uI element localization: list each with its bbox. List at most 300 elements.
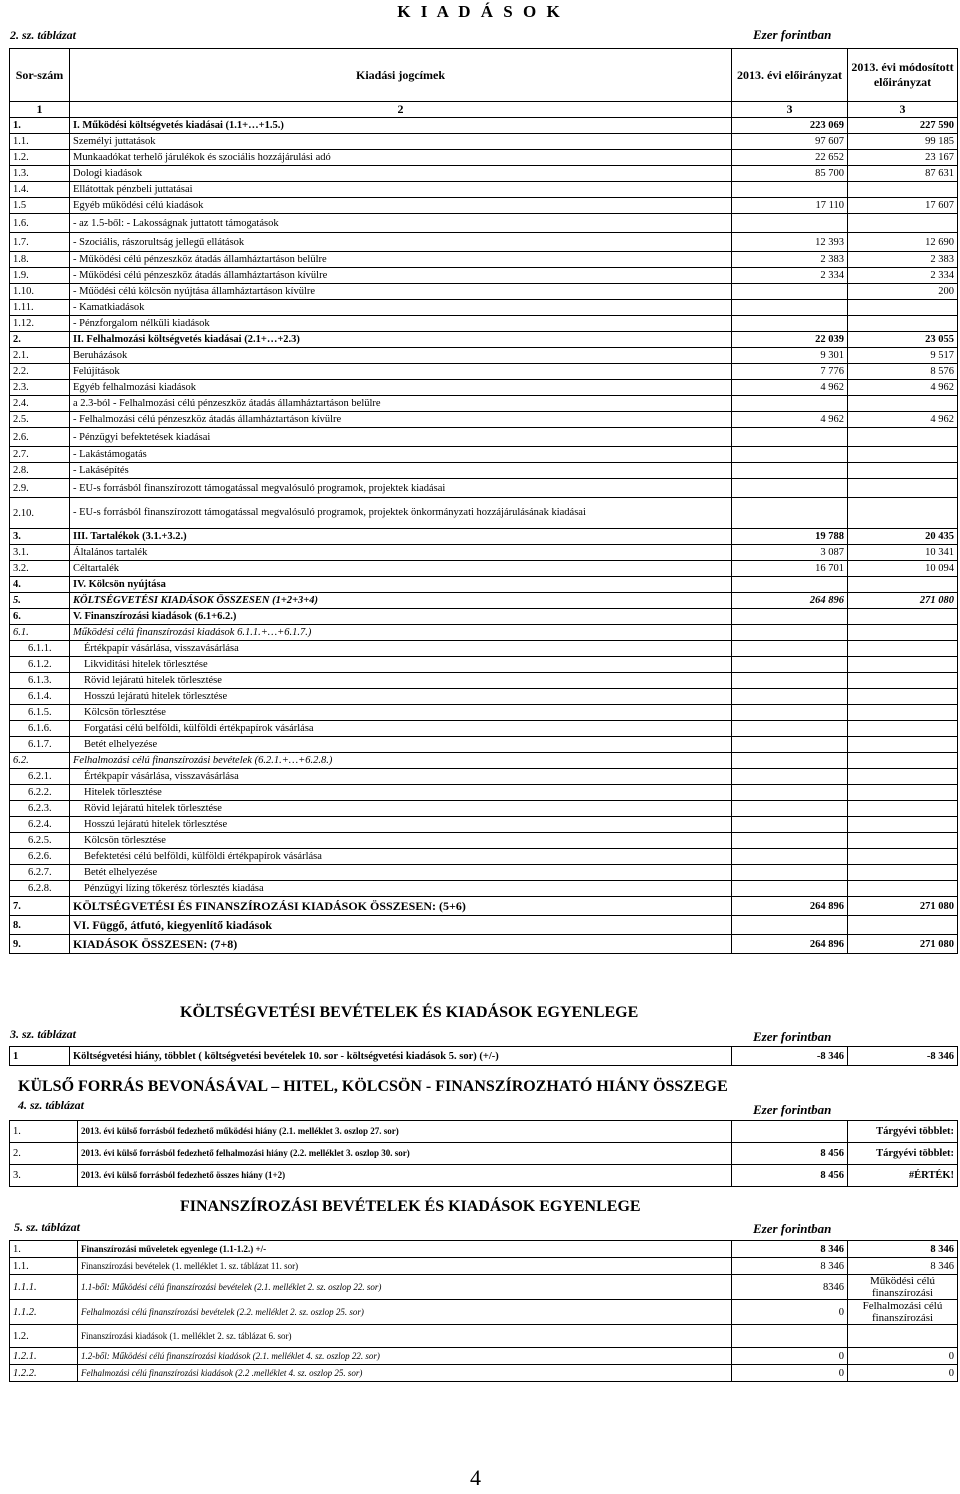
table-cell <box>848 833 958 849</box>
table-cell: 1.1. <box>10 1258 78 1275</box>
table-cell <box>848 689 958 705</box>
table-cell <box>732 865 848 881</box>
table-cell: Általános tartalék <box>70 545 732 561</box>
table-cell: - EU-s forrásból finanszírozott támogatással megvalósuló programok, projektek önkormányzati hozzájárulásának kiadásai <box>70 498 732 529</box>
table-cell: 1.2.1. <box>10 1348 78 1365</box>
table-cell: 2 383 <box>732 252 848 268</box>
table-cell: 8 346 <box>732 1258 848 1275</box>
table-cell: 2.4. <box>10 396 70 412</box>
balance-table <box>9 1046 958 1066</box>
table-cell: 3 087 <box>732 545 848 561</box>
table-row <box>10 1348 958 1365</box>
table-cell: 6.2.2. <box>10 785 70 801</box>
table5-label: 5. sz. táblázat <box>14 1220 81 1234</box>
table-cell: Felhalmozási célú finanszírozási <box>848 1300 958 1325</box>
table-cell <box>848 396 958 412</box>
table-cell <box>848 300 958 316</box>
table-row <box>10 897 958 916</box>
table-cell: 22 652 <box>732 150 848 166</box>
table-cell: Betét elhelyezése <box>70 865 732 881</box>
table-cell <box>732 689 848 705</box>
table-cell: Céltartalék <box>70 561 732 577</box>
table-row <box>10 593 958 609</box>
table-cell <box>732 721 848 737</box>
table-cell <box>732 479 848 498</box>
table-cell: IV. Kölcsön nyújtása <box>70 577 732 593</box>
table-cell: Felhalmozási célú finanszírozási bevételek (2.2. melléklet 2. sz. oszlop 25. sor) <box>78 1300 732 1325</box>
table-cell <box>848 625 958 641</box>
table-row <box>10 300 958 316</box>
table-cell <box>732 300 848 316</box>
table-cell: 2. <box>10 1143 78 1165</box>
table-row <box>10 1365 958 1382</box>
table-cell <box>848 801 958 817</box>
table-cell <box>848 479 958 498</box>
colnum: 3 <box>848 102 958 118</box>
table-row <box>10 833 958 849</box>
table-row <box>10 689 958 705</box>
table-cell: 8 576 <box>848 364 958 380</box>
table-cell <box>732 705 848 721</box>
table-cell: 23 055 <box>848 332 958 348</box>
table-cell: 2.3. <box>10 380 70 396</box>
table-cell: 19 788 <box>732 529 848 545</box>
table-cell: Befektetési célú belföldi, külföldi értékpapírok vásárlása <box>70 849 732 865</box>
table-cell <box>732 316 848 332</box>
table-row <box>10 753 958 769</box>
table-cell: Rövid lejáratú hitelek törlesztése <box>70 801 732 817</box>
table-row <box>10 1300 958 1325</box>
table-cell: 264 896 <box>732 935 848 954</box>
table-cell: 6.2.8. <box>10 881 70 897</box>
table-row <box>10 284 958 300</box>
table-cell: 22 039 <box>732 332 848 348</box>
table-cell <box>848 916 958 935</box>
table-cell: 6.1.3. <box>10 673 70 689</box>
table-cell: 6.2.7. <box>10 865 70 881</box>
table-cell: - az 1.5-ből: - Lakosságnak juttatott támogatások <box>70 214 732 233</box>
table-cell: 1. <box>10 118 70 134</box>
table-cell: 1.6. <box>10 214 70 233</box>
colnum: 3 <box>732 102 848 118</box>
table4-label: 4. sz. táblázat <box>18 1098 85 1112</box>
table-cell <box>732 463 848 479</box>
table-cell: Kölcsön törlesztése <box>70 833 732 849</box>
table-cell: 1.2.2. <box>10 1365 78 1382</box>
table-cell: 271 080 <box>848 897 958 916</box>
table-cell: 1.12. <box>10 316 70 332</box>
table-cell: 97 607 <box>732 134 848 150</box>
table-cell: Dologi kiadások <box>70 166 732 182</box>
table-cell: 2.9. <box>10 479 70 498</box>
table-cell: 7 776 <box>732 364 848 380</box>
table-cell: 4 962 <box>732 412 848 428</box>
table-cell: Kölcsön törlesztése <box>70 705 732 721</box>
table-cell <box>848 753 958 769</box>
table-cell: Munkaadókat terhelő járulékok és szociális hozzájárulási adó <box>70 150 732 166</box>
table-cell <box>848 769 958 785</box>
table-cell: 6.1.5. <box>10 705 70 721</box>
table2-label: 2. sz. táblázat <box>10 28 77 42</box>
table-row <box>10 150 958 166</box>
table-cell: VI. Függő, átfutó, kiegyenlítő kiadások <box>70 916 732 935</box>
table-cell: 20 435 <box>848 529 958 545</box>
table-cell: Forgatási célú belföldi, külföldi értékpapírok vásárlása <box>70 721 732 737</box>
table-cell: 10 094 <box>848 561 958 577</box>
table-cell: 1.1-ből: Működési célú finanszírozási bevételek (2.1. melléklet 2. sz. oszlop 22. sor) <box>78 1275 732 1300</box>
table-cell: 271 080 <box>848 935 958 954</box>
table-cell: I. Működési költségvetés kiadásai (1.1+…+1.5.) <box>70 118 732 134</box>
table-cell <box>732 753 848 769</box>
table-cell: #ÉRTÉK! <box>848 1165 958 1187</box>
table-cell: 1.2-ből: Működési célú finanszírozási kiadások (2.1. melléklet 4. sz. oszlop 22. sor) <box>78 1348 732 1365</box>
table-cell: Finanszírozási kiadások (1. melléklet 2. sz. táblázat 6. sor) <box>78 1325 732 1348</box>
table-cell: 8 346 <box>848 1241 958 1258</box>
table-cell: - Pénzforgalom nélküli kiadások <box>70 316 732 332</box>
table-cell: -8 346 <box>732 1047 848 1066</box>
table-row <box>10 609 958 625</box>
table-cell <box>732 396 848 412</box>
table5-unit: Ezer forintban <box>753 1221 832 1236</box>
table-cell: 1.5 <box>10 198 70 214</box>
table-cell: Felhalmozási célú finanszírozási kiadások (2.2 .melléklet 4. sz. oszlop 25. sor) <box>78 1365 732 1382</box>
table-cell <box>732 498 848 529</box>
table-cell <box>848 737 958 753</box>
table-row <box>10 1275 958 1300</box>
table-cell: - Pénzügyi befektetések kiadásai <box>70 428 732 447</box>
table-cell: 2.2. <box>10 364 70 380</box>
table-cell: 2 334 <box>732 268 848 284</box>
table-cell: 1.2. <box>10 150 70 166</box>
table-cell <box>732 916 848 935</box>
table-cell <box>732 849 848 865</box>
table-cell <box>732 881 848 897</box>
table-row <box>10 396 958 412</box>
table-cell: 6.1. <box>10 625 70 641</box>
table-cell <box>732 577 848 593</box>
table-cell <box>848 498 958 529</box>
table-cell: 6.1.2. <box>10 657 70 673</box>
table-cell <box>732 785 848 801</box>
table-cell: 1.9. <box>10 268 70 284</box>
table-cell: Beruházások <box>70 348 732 364</box>
table-cell <box>732 737 848 753</box>
table-row <box>10 380 958 396</box>
table-cell: 6.2.4. <box>10 817 70 833</box>
table-cell: Felhalmozási célú finanszírozási bevételek (6.2.1.+…+6.2.8.) <box>70 753 732 769</box>
deficit-table <box>9 1120 958 1187</box>
table-cell: Személyi juttatások <box>70 134 732 150</box>
table-cell: 7. <box>10 897 70 916</box>
table-cell <box>848 577 958 593</box>
table-cell: 1.4. <box>10 182 70 198</box>
table-cell: Ellátottak pénzbeli juttatásai <box>70 182 732 198</box>
table-cell: KÖLTSÉGVETÉSI KIADÁSOK ÖSSZESEN (1+2+3+4) <box>70 593 732 609</box>
table-row <box>10 316 958 332</box>
table-cell: 0 <box>732 1300 848 1325</box>
table-cell: - Működési célú pénzeszköz átadás államháztartáson kívülre <box>70 268 732 284</box>
table3-unit: Ezer forintban <box>753 1029 832 1044</box>
table-cell <box>848 865 958 881</box>
table-cell <box>732 833 848 849</box>
table-cell: Működési célú finanszírozási kiadások 6.1.1.+…+6.1.7.) <box>70 625 732 641</box>
table-cell: 2. <box>10 332 70 348</box>
table-row <box>10 673 958 689</box>
table-cell: Rövid lejáratú hitelek törlesztése <box>70 673 732 689</box>
table-row <box>10 801 958 817</box>
table-cell: - Működési célú pénzeszköz átadás államháztartáson belülre <box>70 252 732 268</box>
table-cell <box>732 641 848 657</box>
table-row <box>10 1121 958 1143</box>
table-cell <box>848 428 958 447</box>
table-cell: 9. <box>10 935 70 954</box>
table-cell <box>732 817 848 833</box>
table-cell: 12 393 <box>732 233 848 252</box>
table-row <box>10 428 958 447</box>
table-cell: 3. <box>10 1165 78 1187</box>
table-cell <box>732 214 848 233</box>
table-cell: 1 <box>10 1047 70 1066</box>
table-cell <box>732 1121 848 1143</box>
table-cell: 17 607 <box>848 198 958 214</box>
table-cell: 8 346 <box>848 1258 958 1275</box>
table-row <box>10 529 958 545</box>
table-cell: 6.1.4. <box>10 689 70 705</box>
colnum: 2 <box>70 102 732 118</box>
table-cell: Hosszú lejáratú hitelek törlesztése <box>70 689 732 705</box>
table-cell: 6. <box>10 609 70 625</box>
table-cell <box>848 447 958 463</box>
table-cell: Pénzügyi lízing tőkerész törlesztés kiadása <box>70 881 732 897</box>
table3-label: 3. sz. táblázat <box>10 1027 77 1041</box>
table-cell: 6.1.6. <box>10 721 70 737</box>
table-cell: 8 456 <box>732 1143 848 1165</box>
table-cell: 227 590 <box>848 118 958 134</box>
table-cell: Értékpapír vásárlása, visszavásárlása <box>70 769 732 785</box>
table-row <box>10 561 958 577</box>
table-row <box>10 479 958 498</box>
table-row <box>10 134 958 150</box>
table-row <box>10 1143 958 1165</box>
table-cell: 99 185 <box>848 134 958 150</box>
table-row <box>10 935 958 954</box>
table-cell <box>732 625 848 641</box>
table-cell: Egyéb felhalmozási kiadások <box>70 380 732 396</box>
table-cell <box>848 182 958 198</box>
section4-title: KÜLSŐ FORRÁS BEVONÁSÁVAL – HITEL, KÖLCSÖN - FINANSZÍROZHATÓ HIÁNY ÖSSZEGE <box>18 1078 728 1095</box>
table-cell: 10 341 <box>848 545 958 561</box>
table-row <box>10 166 958 182</box>
table-cell <box>848 657 958 673</box>
table-cell <box>732 657 848 673</box>
table-cell: 264 896 <box>732 897 848 916</box>
table-cell: 0 <box>732 1348 848 1365</box>
table-cell <box>848 316 958 332</box>
table-cell: 3.1. <box>10 545 70 561</box>
table-cell: Likviditási hitelek törlesztése <box>70 657 732 673</box>
table-row <box>10 182 958 198</box>
table-cell: 6.1.7. <box>10 737 70 753</box>
table-cell: KIADÁSOK ÖSSZESEN: (7+8) <box>70 935 732 954</box>
table-row <box>10 198 958 214</box>
table-cell: 1.1. <box>10 134 70 150</box>
table-cell: V. Finanszírozási kiadások (6.1+6.2.) <box>70 609 732 625</box>
table-row <box>10 498 958 529</box>
table-cell: 4 962 <box>732 380 848 396</box>
table-cell: III. Tartalékok (3.1.+3.2.) <box>70 529 732 545</box>
table-cell: 4 962 <box>848 412 958 428</box>
table-cell: Finanszírozási bevételek (1. melléklet 1. sz. táblázat 11. sor) <box>78 1258 732 1275</box>
table-cell: 6.1.1. <box>10 641 70 657</box>
table-cell: 6.2.1. <box>10 769 70 785</box>
table-row <box>10 332 958 348</box>
table-cell: 0 <box>848 1348 958 1365</box>
table-cell <box>848 705 958 721</box>
table-cell: Hitelek törlesztése <box>70 785 732 801</box>
table-cell: 2 334 <box>848 268 958 284</box>
table-cell: 2.6. <box>10 428 70 447</box>
table-row <box>10 233 958 252</box>
table-cell: 1.2. <box>10 1325 78 1348</box>
table-cell: 6.2.5. <box>10 833 70 849</box>
table-cell <box>848 214 958 233</box>
table-cell <box>732 673 848 689</box>
table-row <box>10 118 958 134</box>
table-cell: 264 896 <box>732 593 848 609</box>
table-cell: Finanszírozási műveletek egyenlege (1.1-1.2.) +/- <box>78 1241 732 1258</box>
table-cell: 4. <box>10 577 70 593</box>
table-cell <box>732 428 848 447</box>
table-cell: 4 962 <box>848 380 958 396</box>
table-row <box>10 817 958 833</box>
table-cell: Tárgyévi többlet: <box>848 1121 958 1143</box>
table-cell: Működési célú finanszírozási <box>848 1275 958 1300</box>
table-cell <box>732 284 848 300</box>
table-cell: 271 080 <box>848 593 958 609</box>
table-cell: Betét elhelyezése <box>70 737 732 753</box>
table-cell: 85 700 <box>732 166 848 182</box>
table-cell <box>848 721 958 737</box>
table-cell: 2.8. <box>10 463 70 479</box>
table-cell: Egyéb működési célú kiadások <box>70 198 732 214</box>
table-cell: 6.2. <box>10 753 70 769</box>
table-cell: II. Felhalmozási költségvetés kiadásai (2.1+…+2.3) <box>70 332 732 348</box>
table-row <box>10 577 958 593</box>
financing-table <box>9 1240 958 1382</box>
table-row <box>10 348 958 364</box>
table-cell: - Lakásépítés <box>70 463 732 479</box>
table-cell <box>848 881 958 897</box>
table-cell: 3.2. <box>10 561 70 577</box>
table-cell: 9 301 <box>732 348 848 364</box>
table-cell: 9 517 <box>848 348 958 364</box>
header-modified: 2013. évi módosított előirányzat <box>848 49 958 102</box>
table-cell <box>848 609 958 625</box>
table-cell: 0 <box>848 1365 958 1382</box>
table-cell: 223 069 <box>732 118 848 134</box>
table-cell: Költségvetési hiány, többlet ( költségvetési bevételek 10. sor - költségvetési kiadások 5. sor) (+/-) <box>70 1047 732 1066</box>
table2-unit: Ezer forintban <box>753 27 832 42</box>
table-cell: 12 690 <box>848 233 958 252</box>
table-cell: 17 110 <box>732 198 848 214</box>
table-row <box>10 214 958 233</box>
table-cell: 6.2.3. <box>10 801 70 817</box>
table-cell: 1.1.2. <box>10 1300 78 1325</box>
table-cell <box>732 609 848 625</box>
table-cell <box>848 849 958 865</box>
table-cell: 2.1. <box>10 348 70 364</box>
table-cell: Értékpapír vásárlása, visszavásárlása <box>70 641 732 657</box>
table-cell: a 2.3-ból - Felhalmozási célú pénzeszköz átadás államháztartáson belülre <box>70 396 732 412</box>
header-plan: 2013. évi előirányzat <box>732 49 848 102</box>
page-title: K I A D Á S O K <box>397 2 563 21</box>
table-cell <box>848 1325 958 1348</box>
table-row <box>10 916 958 935</box>
table-cell: 2.5. <box>10 412 70 428</box>
table-cell: 1.7. <box>10 233 70 252</box>
table-cell: 1.1.1. <box>10 1275 78 1300</box>
table-cell: 2.7. <box>10 447 70 463</box>
table-row <box>10 705 958 721</box>
table-cell <box>732 182 848 198</box>
page-number: 4 <box>470 1465 481 1490</box>
table-cell: 1.3. <box>10 166 70 182</box>
table-cell: 2013. évi külső forrásból fedezhető összes hiány (1+2) <box>78 1165 732 1187</box>
table-cell: 16 701 <box>732 561 848 577</box>
table-cell: KÖLTSÉGVETÉSI ÉS FINANSZÍROZÁSI KIADÁSOK ÖSSZESEN: (5+6) <box>70 897 732 916</box>
table-cell: - Felhalmozási célú pénzeszköz átadás államháztartáson kívülre <box>70 412 732 428</box>
table-cell: 2013. évi külső forrásból fedezhető felhalmozási hiány (2.2. melléklet 3. oszlop 30. sor) <box>78 1143 732 1165</box>
table-cell: - Kamatkiadások <box>70 300 732 316</box>
table-row <box>10 721 958 737</box>
table-cell: Hosszú lejáratú hitelek törlesztése <box>70 817 732 833</box>
header-title: Kiadási jogcímek <box>70 49 732 102</box>
table-cell: 200 <box>848 284 958 300</box>
table-cell: 6.2.6. <box>10 849 70 865</box>
table-row <box>10 865 958 881</box>
table-cell <box>848 463 958 479</box>
table-cell: 0 <box>732 1365 848 1382</box>
table-row <box>10 545 958 561</box>
table-row <box>10 364 958 380</box>
table-cell: 1.10. <box>10 284 70 300</box>
table-row <box>10 657 958 673</box>
table-cell <box>732 447 848 463</box>
table-cell: 87 631 <box>848 166 958 182</box>
table-cell: 1. <box>10 1241 78 1258</box>
table-cell: 8346 <box>732 1275 848 1300</box>
table-cell: 23 167 <box>848 150 958 166</box>
table-cell: - Szociális, rászorultság jellegű ellátások <box>70 233 732 252</box>
table-cell <box>732 769 848 785</box>
table-row <box>10 447 958 463</box>
table-row <box>10 268 958 284</box>
table-row <box>10 1258 958 1275</box>
section3-title: KÖLTSÉGVETÉSI BEVÉTELEK ÉS KIADÁSOK EGYENLEGE <box>180 1004 639 1021</box>
table-row <box>10 849 958 865</box>
header-row-no: Sor-szám <box>10 49 70 102</box>
table-cell <box>848 673 958 689</box>
table-cell <box>732 1325 848 1348</box>
table-cell <box>732 801 848 817</box>
table-cell: 2.10. <box>10 498 70 529</box>
table-cell: - Műödési célú kölcsön nyújtása államháztartáson kívülre <box>70 284 732 300</box>
section5-title: FINANSZÍROZÁSI BEVÉTELEK ÉS KIADÁSOK EGYENLEGE <box>180 1198 641 1215</box>
table-cell: 8 456 <box>732 1165 848 1187</box>
table-cell: 3. <box>10 529 70 545</box>
table-cell: Felújítások <box>70 364 732 380</box>
table-cell: Tárgyévi többlet: <box>848 1143 958 1165</box>
